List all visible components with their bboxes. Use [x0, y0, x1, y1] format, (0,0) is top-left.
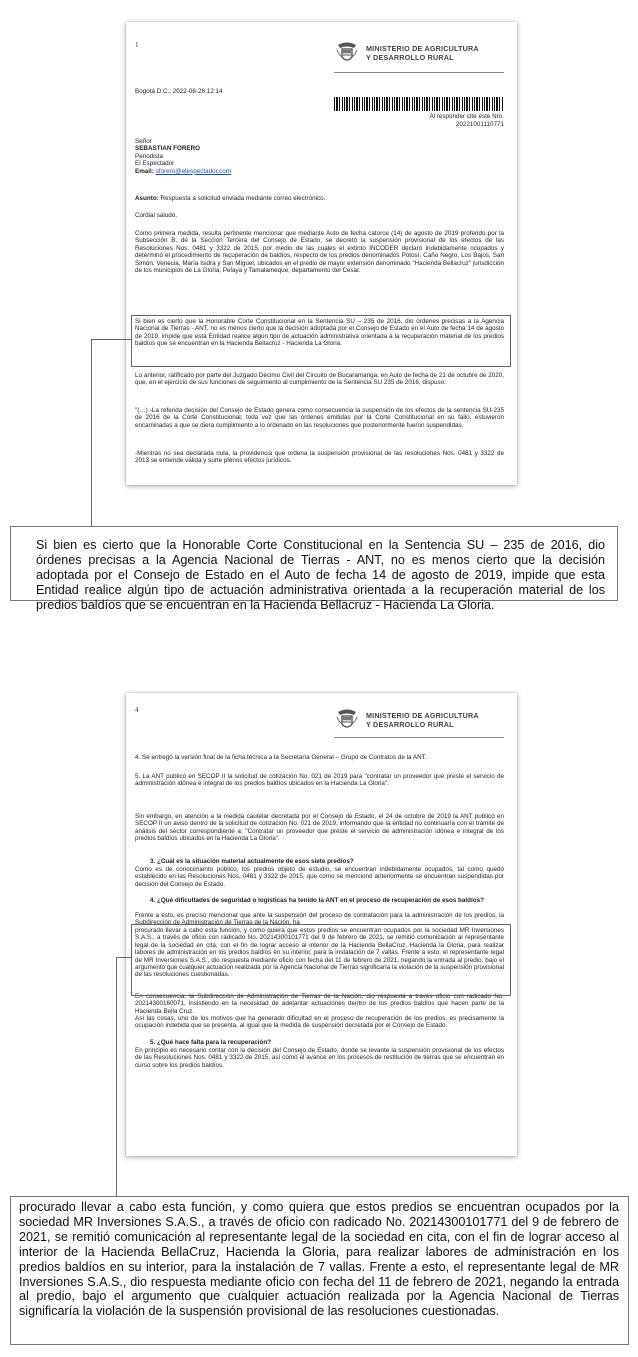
question-heading: 4. ¿Qué dificultades de seguridad o logísticas ha tenido la ANT en el proceso de recuperación de esos baldíos?: [150, 897, 484, 904]
greeting: Cordial saludo,: [135, 212, 178, 219]
highlight-box: [131, 315, 511, 367]
paragraph: Como primera medida, resulta pertinente mencionar que mediante Auto de fecha catorce (14) de agosto de 2019 proferido por la Subsección B, de la Sección Tercera del Consejo de Estado, se decretó la suspensión provisional de los efectos de las Resoluciones Nos. 0481 y 3322 de 2015, por medio de las cuales el extinto INCODER declaró indebidamente ocupados y determinó el procedimiento de recuperación de baldíos, respecto de los predios denominados Potosí, Caño Negro, Los Bajos, San Simón, Venecia, María Isidra y San Miguel, ubicados en el predio de mayor extensión denominado "Hacienda Bellacruz" jurisdicción de los municipios de La Gloria, Pelaya y Tamalameque, departamento del Cesar.: [135, 230, 504, 275]
letter-page-1: [126, 22, 517, 485]
page-number: 4: [135, 706, 139, 714]
paragraph: 4. Se entregó la versión final de la ficha técnica a la Secretaría General – Grupo de Contratos de la ANT.: [135, 754, 427, 761]
callout-box: [10, 1196, 629, 1345]
reply-label: Al responder cite este Nro.: [429, 113, 504, 120]
paragraph: En consecuencia, la Subdirección de Administración de Tierras de la Nación, dio respuesta a través oficio con radicado No. 20214300160071, insistiendo en la necesidad de adelantar actuaciones dentro de los predios baldíos que hacen parte de la Hacienda Bella Cruz.: [135, 993, 504, 1015]
date-line: Bogotá D.C., 2022-08-26 12:14: [135, 88, 223, 95]
connector-line: [116, 957, 131, 958]
ministry-name: MINISTERIO DE AGRICULTURA Y DESARROLLO RURAL: [366, 711, 479, 729]
callout-text: Si bien es cierto que la Honorable Corte Constitucional en la Sentencia SU – 235 de 2016, dio órdenes precisas a la Agencia Nacional de Tierras - ANT, no es menos cierto que la decisión adoptada por el Consejo de Estado en el Auto de fecha 14 de agosto de 2019, impide que esta Entidad realice algún tipo de actuación administrativa orientada a la recuperación material de los predios baldíos que se encuentran en la Hacienda Bellacruz - Hacienda La Gloria.: [36, 538, 605, 612]
highlight-box: [131, 924, 511, 996]
coat-of-arms-icon: [334, 40, 360, 66]
header-rule: [334, 72, 504, 73]
email-link[interactable]: sforero@elespectador.com: [155, 167, 232, 175]
quote-paragraph: "(…) -La referida decisión del Consejo de Estado genera como consecuencia la suspensión de los efectos de la sentencia SU-235 de 2016 de la Corte Constitucional, toda vez que las órdenes emitidas por la Corte Constitucional en su fallo, estuvieron encaminadas a que se diera cumplimiento a lo ordenado en las resoluciones que posteriormente fueron suspendidas.: [135, 407, 504, 429]
connector-line: [91, 339, 92, 527]
callout-box: [10, 526, 618, 612]
reply-number: 20221001110771: [455, 121, 504, 128]
question-heading: 5. ¿Qué hace falta para la recuperación?: [150, 1039, 272, 1046]
quote-paragraph: -Mientras no sea declarada nula, la providencia que ordena la suspensión provisional de las resoluciones Nos. 0481 y 3322 de 2013 se entiende válida y surte plenos efectos jurídicos.: [135, 450, 504, 465]
addressee-block: Señor SEBASTIAN FORERO Periodista El Espectador Email: sforero@elespectador.com: [135, 138, 232, 175]
barcode-icon: [334, 97, 504, 111]
highlighted-paragraph: Si bien es cierto que la Honorable Corte Constitucional en la Sentencia SU – 235 de 2016, dio órdenes precisas a la Agencia Nacional de Tierras - ANT, no es menos cierto que la decisión adoptada por el Consejo de Estado en el Auto de fecha 14 de agosto de 2019, impide que esta Entidad realice algún tipo de actuación administrativa orientada a la recuperación material de los predios baldíos que se encuentran en la Hacienda Bellacruz - Hacienda La Gloria.: [135, 318, 504, 348]
highlighted-paragraph: procurado llevar a cabo esta función, y como quiera que estos predios se encuentran ocupados por la sociedad MR Inversiones S.A.S., a través de oficio con radicado No. 20214300101771 del 9 de febrero de 2021, se remitió comunicación al representante legal de la sociedad en cita, con el fin de lograr acceso al interior de la Hacienda BellaCruz, Hacienda la Gloria, para realizar labores de administración en los predios baldíos en su interior, para la instalación de 7 vallas. Frente a esto, el representante legal de MR Inversiones S.A.S., dio respuesta mediante oficio con fecha del 11 de febrero de 2021, negando la entrada al predio, bajo el argumento que cualquier actuación realizada por la Agencia Nacional de Tierras significaría la violación de la suspensión provisional de las resoluciones cuestionadas.: [135, 927, 504, 979]
paragraph: Como es de conocimiento público, los predios objeto de estudio, se encuentran indebidamente ocupados, tal como quedó establecido en las Resoluciones Nos. 0481 y 3322 de 2015, que como se mencionó anteriormente se encuentran suspendidas por decisión del Consejo de Estado.: [135, 866, 504, 888]
paragraph: Así las cosas, uno de los motivos que ha generado dificultad en el proceso de recuperación de los predios, es precisamente la ocupación indebida que se presenta, al igual que la medida de suspensión decretada por el Consejo de Estado.: [135, 1015, 504, 1030]
subject-line: Asunto: Respuesta a solicitud enviada mediante correo electrónico.: [135, 195, 326, 202]
page-number: 1: [135, 41, 139, 49]
question-heading: 3. ¿Cuál es la situación material actualmente de esos siete predios?: [150, 858, 354, 865]
connector-line: [91, 339, 131, 340]
coat-of-arms-icon: [334, 707, 360, 733]
callout-text: procurado llevar a cabo esta función, y como quiera que estos predios se encuentran ocupados por la sociedad MR Inversiones S.A.S., a través de oficio con radicado No. 20214300101771 del 9 de febrero de 2021, se remitió comunicación al representante legal de la sociedad en cita, con el fin de lograr acceso al interior de la Hacienda BellaCruz, Hacienda la Gloria, para realizar labores de administración en los predios baldíos en su interior, para la instalación de 7 vallas. Frente a esto, el representante legal de MR Inversiones S.A.S., dio respuesta mediante oficio con fecha del 11 de febrero de 2021, negando la entrada al predio, bajo el argumento que cualquier actuación realizada por la Agencia Nacional de Tierras significaría la violación de la suspensión provisional de las resoluciones cuestionadas.: [19, 1200, 619, 1319]
paragraph: 5. La ANT publicó en SECOP II la solicitud de cotización No. 021 de 2019 para "contratar un proveedor que preste el servicio de administración idónea e integral de los predios baldíos ubicados en la Hacienda La Gloria".: [135, 773, 504, 788]
paragraph: Sin embargo, en atención a la medida cautelar decretada por el Consejo de Estado, el 24 de octubre de 2019 la ANT publicó en SECOP II un aviso dentro de la solicitud de cotización No. 021 de 2019, informando que la entidad no continuaría con el trámite de análisis del sector correspondiente a: "Contratar un proveedor que preste el servicio de administración idónea e integral de los predios baldíos ubicados en la Hacienda La Gloria".: [135, 813, 504, 843]
paragraph: En principio es necesario contar con la decisión del Consejo de Estado, donde se levante la suspensión provisional de los efectos de las Resoluciones Nos. 0481 y 3322 de 2015, así como el avance en los procesos de restitución de tierras que se encuentran en curso sobre los predios baldíos.: [135, 1047, 504, 1069]
connector-line: [116, 957, 117, 1197]
header-rule: [334, 737, 504, 738]
ministry-name: MINISTERIO DE AGRICULTURA Y DESARROLLO RURAL: [366, 44, 479, 62]
paragraph: Frente a esto, es preciso mencionar que ante la suspensión del proceso de contratación para la administración de los predios, la Subdirección de Administración de Tierras de la Nación, ha: [135, 912, 504, 927]
addressee-name: SEBASTIAN FORERO: [135, 145, 201, 153]
paragraph: Lo anterior, ratificado por parte del Juzgado Décimo Civil del Circuito de Bucaramanga, en Auto de fecha de 21 de octubre de 2020, que, en el ejercicio de sus funciones de seguimiento al cumplimiento de la Sentencia SU 235 de 2016, dispuso:: [135, 372, 504, 387]
